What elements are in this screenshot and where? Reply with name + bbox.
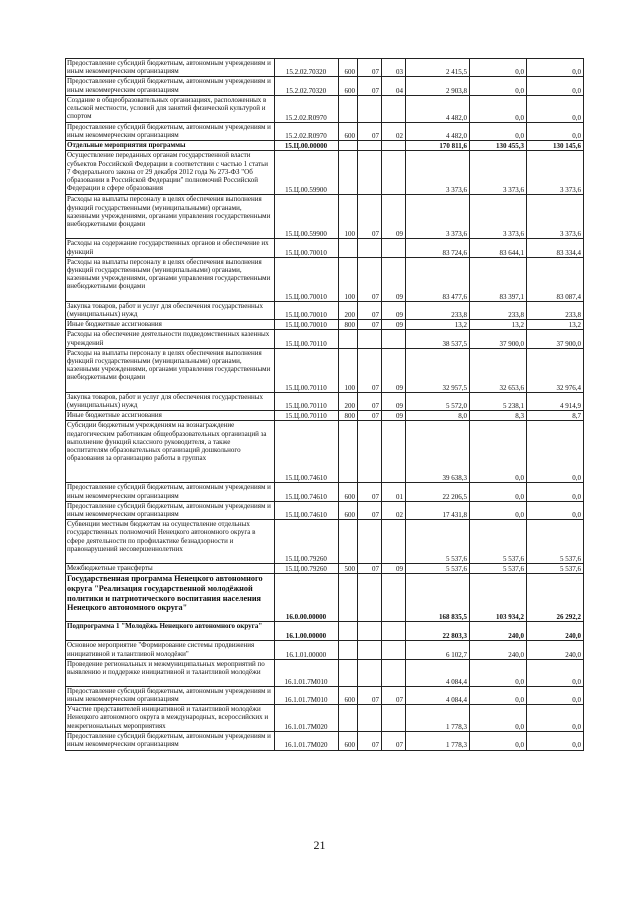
row-vr [339, 141, 358, 151]
row-name: Расходы на обеспечение деятельности подведомственных казенных учреждений [66, 330, 275, 348]
row-rz: 07 [358, 77, 382, 95]
row-value-3: 0,0 [527, 483, 584, 501]
row-rz [358, 239, 382, 257]
row-vr [339, 659, 358, 686]
row-value-1: 5 537,6 [406, 564, 470, 574]
row-rz: 07 [358, 122, 382, 140]
row-value-2: 0,0 [470, 686, 527, 704]
table-row [66, 659, 584, 686]
row-rz: 07 [358, 257, 382, 301]
row-value-2: 0,0 [470, 421, 527, 483]
row-name: Иные бюджетные ассигнования [66, 320, 275, 330]
row-pr: 09 [382, 257, 406, 301]
row-value-1: 22 803,3 [406, 622, 470, 641]
row-value-1: 5 537,6 [406, 520, 470, 564]
row-vr: 600 [339, 732, 358, 750]
row-pr: 03 [382, 59, 406, 77]
row-vr: 100 [339, 257, 358, 301]
row-pr [382, 95, 406, 122]
row-vr [339, 95, 358, 122]
table-row [66, 686, 584, 704]
table-row [66, 141, 584, 151]
row-value-2: 240,0 [470, 641, 527, 659]
table-row [66, 705, 584, 732]
row-code: 15.Ц.00.79260 [275, 520, 339, 564]
row-rz [358, 574, 382, 622]
row-value-3: 13,2 [527, 320, 584, 330]
row-pr: 01 [382, 483, 406, 501]
row-rz [358, 705, 382, 732]
row-vr [339, 641, 358, 659]
row-name: Отдельные мероприятия программы [66, 141, 275, 151]
row-pr [382, 641, 406, 659]
row-value-3: 0,0 [527, 686, 584, 704]
row-name: Предоставление субсидий бюджетным, автономным учреждениям и иным некоммерческим организациям [66, 122, 275, 140]
row-pr [382, 659, 406, 686]
row-code: 15.Ц.00.70010 [275, 301, 339, 319]
row-code: 15.Ц.00.74610 [275, 421, 339, 483]
table-row [66, 195, 584, 239]
row-code: 15.Ц.00.70010 [275, 320, 339, 330]
row-rz [358, 151, 382, 195]
row-value-2: 0,0 [470, 77, 527, 95]
table-row [66, 77, 584, 95]
row-value-3: 4 914,9 [527, 392, 584, 410]
row-value-1: 170 811,6 [406, 141, 470, 151]
table-row [66, 301, 584, 319]
row-value-2: 0,0 [470, 59, 527, 77]
budget-table [65, 58, 584, 751]
row-pr [382, 151, 406, 195]
row-value-3: 233,8 [527, 301, 584, 319]
row-pr [382, 141, 406, 151]
row-value-1: 4 482,0 [406, 122, 470, 140]
row-value-1: 3 373,6 [406, 151, 470, 195]
row-value-2: 8,3 [470, 411, 527, 421]
row-value-3: 240,0 [527, 622, 584, 641]
row-value-1: 2 415,5 [406, 59, 470, 77]
row-rz [358, 330, 382, 348]
row-name: Закупка товаров, работ и услуг для обеспечения государственных (муниципальных) нужд [66, 392, 275, 410]
row-rz: 07 [358, 732, 382, 750]
page-number: 21 [313, 838, 326, 852]
row-code: 16.1.01.7М020 [275, 705, 339, 732]
row-value-2: 83 644,1 [470, 239, 527, 257]
table-row [66, 348, 584, 392]
row-pr: 09 [382, 301, 406, 319]
row-code: 15.Ц.00.70110 [275, 411, 339, 421]
row-code: 15.Ц.00.00000 [275, 141, 339, 151]
table-row [66, 564, 584, 574]
row-vr [339, 239, 358, 257]
row-name: Закупка товаров, работ и услуг для обеспечения государственных (муниципальных) нужд [66, 301, 275, 319]
row-value-3: 0,0 [527, 122, 584, 140]
row-vr: 200 [339, 301, 358, 319]
row-code: 16.1.01.7М020 [275, 732, 339, 750]
row-name: Участие представителей инициативной и талантливой молодёжи Ненецкого автономного округа в международных, всероссийских и межрегиональных мероприятиях [66, 705, 275, 732]
row-value-3: 0,0 [527, 59, 584, 77]
row-value-3: 5 537,6 [527, 520, 584, 564]
row-pr: 09 [382, 564, 406, 574]
row-pr: 09 [382, 320, 406, 330]
row-code: 15.Ц.00.79260 [275, 564, 339, 574]
row-rz [358, 622, 382, 641]
row-vr: 600 [339, 77, 358, 95]
row-code: 15.Ц.00.59900 [275, 195, 339, 239]
row-value-2: 3 373,6 [470, 151, 527, 195]
row-name: Расходы на выплаты персоналу в целях обеспечения выполнения функций государственными (муниципальными) органами, казенными учреждениями, органами управления государственными внебюджетными фондами [66, 348, 275, 392]
row-value-1: 168 835,5 [406, 574, 470, 622]
row-value-2: 3 373,6 [470, 195, 527, 239]
row-value-1: 5 572,0 [406, 392, 470, 410]
row-value-3: 83 334,4 [527, 239, 584, 257]
row-name: Предоставление субсидий бюджетным, автономным учреждениям и иным некоммерческим организациям [66, 59, 275, 77]
row-vr: 600 [339, 501, 358, 519]
row-name: Создание в общеобразовательных организациях, расположенных в сельской местности, условий для занятий физической культурой и спортом [66, 95, 275, 122]
row-value-1: 3 373,6 [406, 195, 470, 239]
table-row [66, 641, 584, 659]
row-value-2: 233,8 [470, 301, 527, 319]
row-code: 15.Ц.00.70110 [275, 392, 339, 410]
row-value-3: 0,0 [527, 732, 584, 750]
row-vr [339, 520, 358, 564]
row-name: Иные бюджетные ассигнования [66, 411, 275, 421]
row-name: Государственная программа Ненецкого автономного округа "Реализация государственной молодёжной политики и патриотического воспитания населения Ненецкого автономного округа" [66, 574, 275, 622]
row-value-3: 32 976,4 [527, 348, 584, 392]
row-value-1: 1 778,3 [406, 732, 470, 750]
row-value-2: 0,0 [470, 659, 527, 686]
row-name: Субсидии бюджетным учреждениям на вознаграждение педагогическим работникам общеобразовательных организаций за выполнение функций классного руководителя, а также воспитателям образовательных организаций дошкольного образования за организацию работы в группах [66, 421, 275, 483]
row-value-1: 83 724,6 [406, 239, 470, 257]
row-code: 15.Ц.00.70010 [275, 239, 339, 257]
row-value-3: 240,0 [527, 641, 584, 659]
row-value-2: 5 537,6 [470, 520, 527, 564]
table-row [66, 151, 584, 195]
row-vr [339, 330, 358, 348]
row-vr [339, 151, 358, 195]
row-value-3: 26 292,2 [527, 574, 584, 622]
row-name: Предоставление субсидий бюджетным, автономным учреждениям и иным некоммерческим организациям [66, 77, 275, 95]
row-value-1: 22 206,5 [406, 483, 470, 501]
row-value-3: 0,0 [527, 705, 584, 732]
table-row [66, 732, 584, 750]
row-rz: 07 [358, 411, 382, 421]
row-name: Основное мероприятие "Формирование системы продвижения инициативной и талантливой молодёжи" [66, 641, 275, 659]
row-rz: 07 [358, 501, 382, 519]
row-vr: 600 [339, 122, 358, 140]
row-value-3: 3 373,6 [527, 151, 584, 195]
row-pr: 09 [382, 348, 406, 392]
row-code: 15.2.02.70320 [275, 59, 339, 77]
row-value-3: 8,7 [527, 411, 584, 421]
row-value-1: 6 102,7 [406, 641, 470, 659]
row-value-2: 0,0 [470, 483, 527, 501]
row-vr [339, 622, 358, 641]
row-pr: 09 [382, 195, 406, 239]
row-pr: 09 [382, 411, 406, 421]
row-value-1: 17 431,8 [406, 501, 470, 519]
row-value-2: 0,0 [470, 95, 527, 122]
row-rz [358, 421, 382, 483]
row-value-1: 38 537,5 [406, 330, 470, 348]
row-name: Предоставление субсидий бюджетным, автономным учреждениям и иным некоммерческим организациям [66, 686, 275, 704]
table-row [66, 622, 584, 641]
row-vr: 500 [339, 564, 358, 574]
row-code: 16.1.01.7М010 [275, 659, 339, 686]
row-vr [339, 574, 358, 622]
row-pr [382, 330, 406, 348]
row-vr: 600 [339, 483, 358, 501]
row-pr [382, 574, 406, 622]
table-row [66, 95, 584, 122]
row-vr [339, 705, 358, 732]
row-value-2: 5 537,6 [470, 564, 527, 574]
row-value-2: 0,0 [470, 122, 527, 140]
row-pr: 04 [382, 77, 406, 95]
row-value-3: 83 087,4 [527, 257, 584, 301]
table-row [66, 520, 584, 564]
row-name: Предоставление субсидий бюджетным, автономным учреждениям и иным некоммерческим организациям [66, 501, 275, 519]
row-code: 15.Ц.00.74610 [275, 501, 339, 519]
row-vr: 100 [339, 195, 358, 239]
row-pr: 07 [382, 732, 406, 750]
row-code: 16.1.01.00000 [275, 641, 339, 659]
row-value-2: 0,0 [470, 705, 527, 732]
row-value-1: 4 084,4 [406, 659, 470, 686]
row-code: 15.Ц.00.70110 [275, 330, 339, 348]
table-row [66, 483, 584, 501]
row-vr [339, 421, 358, 483]
row-value-1: 4 482,0 [406, 95, 470, 122]
row-value-2: 32 653,6 [470, 348, 527, 392]
table-row [66, 392, 584, 410]
row-code: 15.Ц.00.59900 [275, 151, 339, 195]
row-value-3: 5 537,6 [527, 564, 584, 574]
table-row [66, 239, 584, 257]
row-value-1: 4 084,4 [406, 686, 470, 704]
row-value-1: 1 778,3 [406, 705, 470, 732]
row-rz: 07 [358, 483, 382, 501]
row-rz: 07 [358, 320, 382, 330]
row-pr [382, 622, 406, 641]
row-code: 16.1.00.00000 [275, 622, 339, 641]
row-rz [358, 520, 382, 564]
row-value-3: 0,0 [527, 501, 584, 519]
row-value-3: 0,0 [527, 77, 584, 95]
row-value-1: 13,2 [406, 320, 470, 330]
table-row [66, 574, 584, 622]
row-name: Расходы на выплаты персоналу в целях обеспечения выполнения функций государственными (муниципальными) органами, казенными учреждениями, органами управления государственными внебюджетными фондами [66, 195, 275, 239]
row-value-3: 0,0 [527, 95, 584, 122]
row-vr: 800 [339, 320, 358, 330]
row-value-2: 0,0 [470, 501, 527, 519]
row-name: Расходы на содержание государственных органов и обеспечение их функций [66, 239, 275, 257]
row-code: 16.0.00.00000 [275, 574, 339, 622]
row-name: Проведение региональных и межмуниципальных мероприятий по выявлению и поддержке инициативной и талантливой молодёжи [66, 659, 275, 686]
row-rz [358, 641, 382, 659]
row-rz: 07 [358, 686, 382, 704]
row-code: 15.Ц.00.70110 [275, 348, 339, 392]
row-value-3: 0,0 [527, 421, 584, 483]
row-value-2: 13,2 [470, 320, 527, 330]
row-code: 15.Ц.00.70010 [275, 257, 339, 301]
row-name: Подпрограмма 1 "Молодёжь Ненецкого автономного округа" [66, 622, 275, 641]
row-code: 15.2.02.70320 [275, 77, 339, 95]
row-pr: 02 [382, 122, 406, 140]
row-rz: 07 [358, 348, 382, 392]
row-vr: 200 [339, 392, 358, 410]
row-value-3: 37 900,0 [527, 330, 584, 348]
row-vr: 600 [339, 59, 358, 77]
row-value-2: 83 397,1 [470, 257, 527, 301]
row-pr [382, 239, 406, 257]
row-value-2: 5 238,1 [470, 392, 527, 410]
row-rz: 07 [358, 301, 382, 319]
table-row [66, 330, 584, 348]
row-value-1: 83 477,6 [406, 257, 470, 301]
row-code: 15.2.02.R0970 [275, 122, 339, 140]
row-rz [358, 95, 382, 122]
row-value-2: 130 455,3 [470, 141, 527, 151]
row-value-2: 103 934,2 [470, 574, 527, 622]
row-pr: 09 [382, 392, 406, 410]
table-row [66, 320, 584, 330]
table-row [66, 59, 584, 77]
row-pr: 02 [382, 501, 406, 519]
row-rz: 07 [358, 195, 382, 239]
row-value-1: 39 638,3 [406, 421, 470, 483]
row-rz [358, 659, 382, 686]
row-name: Субвенции местным бюджетам на осуществление отдельных государственных полномочий Ненецкого автономного округа в сфере деятельности по профилактике безнадзорности и правонарушений несовершеннолетних [66, 520, 275, 564]
table-row [66, 411, 584, 421]
row-name: Предоставление субсидий бюджетным, автономным учреждениям и иным некоммерческим организациям [66, 483, 275, 501]
row-pr [382, 421, 406, 483]
row-code: 15.2.02.R0970 [275, 95, 339, 122]
row-rz: 07 [358, 59, 382, 77]
row-value-2: 240,0 [470, 622, 527, 641]
row-value-3: 0,0 [527, 659, 584, 686]
row-rz: 07 [358, 392, 382, 410]
row-value-1: 233,8 [406, 301, 470, 319]
row-value-3: 3 373,6 [527, 195, 584, 239]
row-pr: 07 [382, 686, 406, 704]
table-row [66, 257, 584, 301]
row-value-3: 130 145,6 [527, 141, 584, 151]
row-name: Межбюджетные трансферты [66, 564, 275, 574]
row-value-1: 2 903,8 [406, 77, 470, 95]
row-pr [382, 520, 406, 564]
row-name: Предоставление субсидий бюджетным, автономным учреждениям и иным некоммерческим организациям [66, 732, 275, 750]
row-code: 16.1.01.7М010 [275, 686, 339, 704]
row-name: Расходы на выплаты персоналу в целях обеспечения выполнения функций государственными (муниципальными) органами, казенными учреждениями, органами управления государственными внебюджетными фондами [66, 257, 275, 301]
row-pr [382, 705, 406, 732]
row-name: Осуществление переданных органам государственной власти субъектов Российской Федерации в соответствии с частью 1 статьи 7 Федерального закона от 29 декабря 2012 года № 273-ФЗ "Об образовании в Российской Федерации" полномочий Российской Федерации в сфере образования [66, 151, 275, 195]
row-value-1: 8,0 [406, 411, 470, 421]
row-code: 15.Ц.00.74610 [275, 483, 339, 501]
row-vr: 800 [339, 411, 358, 421]
table-row [66, 501, 584, 519]
row-value-1: 32 957,5 [406, 348, 470, 392]
row-vr: 600 [339, 686, 358, 704]
row-vr: 100 [339, 348, 358, 392]
row-rz: 07 [358, 564, 382, 574]
row-value-2: 37 900,0 [470, 330, 527, 348]
row-rz [358, 141, 382, 151]
table-row [66, 122, 584, 140]
row-value-2: 0,0 [470, 732, 527, 750]
table-row [66, 421, 584, 483]
